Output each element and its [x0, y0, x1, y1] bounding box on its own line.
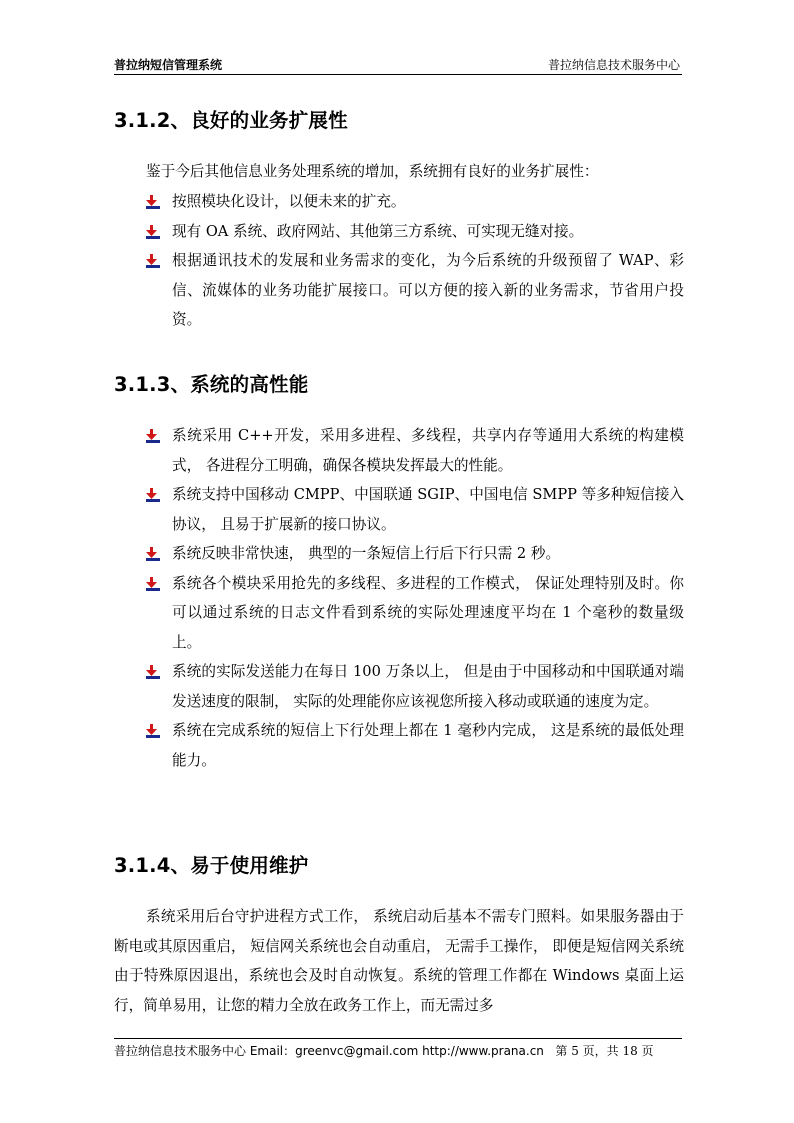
page-header: [114, 54, 682, 75]
arrow-down-bullet-icon: [145, 254, 161, 268]
bullet-list-3-1-3: [114, 421, 684, 775]
list-item: [114, 657, 684, 716]
list-item: [114, 187, 684, 217]
section-heading-3-1-4: [114, 850, 308, 878]
footer-org: 普拉纳信息技术服务中心: [114, 1044, 247, 1058]
bullet-text: 系统反映非常快速， 典型的一条短信上行后下行只需 2 秒。: [172, 545, 561, 562]
section-number: 3.1.4: [114, 854, 171, 877]
list-item: [114, 539, 684, 569]
arrow-down-bullet-icon: [145, 195, 161, 209]
page-footer: [114, 1038, 682, 1059]
bullet-text: 系统各个模块采用抢先的多线程、多进程的工作模式， 保证处理特别及时。你可以通过系统的日志文件看到系统的实际处理速度平均在 1 个毫秒的数量级上。: [172, 574, 684, 651]
section-title: 、系统的高性能: [170, 373, 309, 396]
arrow-down-bullet-icon: [145, 577, 161, 591]
list-item: [114, 480, 684, 539]
section-heading-3-1-2: [114, 105, 348, 133]
list-item: [114, 716, 684, 775]
section-heading-3-1-3: [114, 369, 308, 397]
footer-email-label: Email：: [249, 1044, 296, 1058]
header-right-org: 普拉纳信息技术服务中心: [547, 58, 680, 72]
list-item: [114, 569, 684, 658]
bullet-text: 系统的实际发送能力在每日 100 万条以上， 但是由于中国移动和中国联通对端发送速度的限制， 实际的处理能你应该视您所接入移动或联通的速度为定。: [172, 663, 684, 710]
section-number: 3.1.3: [114, 373, 171, 396]
section-number: 3.1.2: [114, 109, 171, 132]
bullet-text: 按照模块化设计，以便未来的扩充。: [172, 193, 406, 210]
bullet-text: 现有 OA 系统、政府网站、其他第三方系统、可实现无缝对接。: [172, 222, 584, 240]
bullet-text: 根据通讯技术的发展和业务需求的变化，为今后系统的升级预留了 WAP、彩信、流媒体的业务功能扩展接口。可以方便的接入新的业务需求，节省用户投资。: [172, 252, 684, 328]
arrow-down-bullet-icon: [145, 488, 161, 502]
footer-email-link[interactable]: greenvc@gmail.com: [295, 1044, 419, 1058]
list-item: [114, 421, 684, 480]
arrow-down-bullet-icon: [145, 547, 161, 561]
arrow-down-bullet-icon: [145, 724, 161, 738]
list-item: [114, 217, 684, 247]
bullet-text: 系统支持中国移动 CMPP、中国联通 SGIP、中国电信 SMPP 等多种短信接入协议， 且易于扩展新的接口协议。: [172, 486, 684, 533]
arrow-down-bullet-icon: [145, 665, 161, 679]
bullet-text: 系统采用 C++开发，采用多进程、多线程，共享内存等通用大系统的构建模式， 各进程分工明确，确保各模块发挥最大的性能。: [172, 427, 684, 474]
bullet-text: 系统在完成系统的短信上下行处理上都在 1 毫秒内完成， 这是系统的最低处理能力。: [172, 722, 684, 769]
section-intro: 鉴于今后其他信息业务处理系统的增加，系统拥有良好的业务扩展性：: [146, 163, 599, 180]
section-title: 、易于使用维护: [170, 854, 309, 877]
bullet-list-3-1-2: [114, 187, 684, 335]
footer-line: [114, 1042, 654, 1059]
footer-url-link[interactable]: http://www.prana.cn: [422, 1044, 544, 1058]
list-item: [114, 246, 684, 335]
arrow-down-bullet-icon: [145, 225, 161, 239]
section-body: 系统采用后台守护进程方式工作， 系统启动后基本不需专门照料。如果服务器由于断电或其原因重启， 短信网关系统也会自动重启， 无需手工操作， 即便是短信网关系统由于特殊原因退出，系统也会及时自动恢复。系统的管理工作都在 Windows 桌面上运行，简单易用，让您的精力全放在政务工作上，而无需过多: [114, 908, 684, 1014]
section-title: 、良好的业务扩展性: [170, 109, 348, 132]
arrow-down-bullet-icon: [145, 429, 161, 443]
footer-page-number: 第 5 页，共 18 页: [555, 1044, 654, 1058]
header-left-title: 普拉纳短信管理系统: [114, 58, 223, 72]
